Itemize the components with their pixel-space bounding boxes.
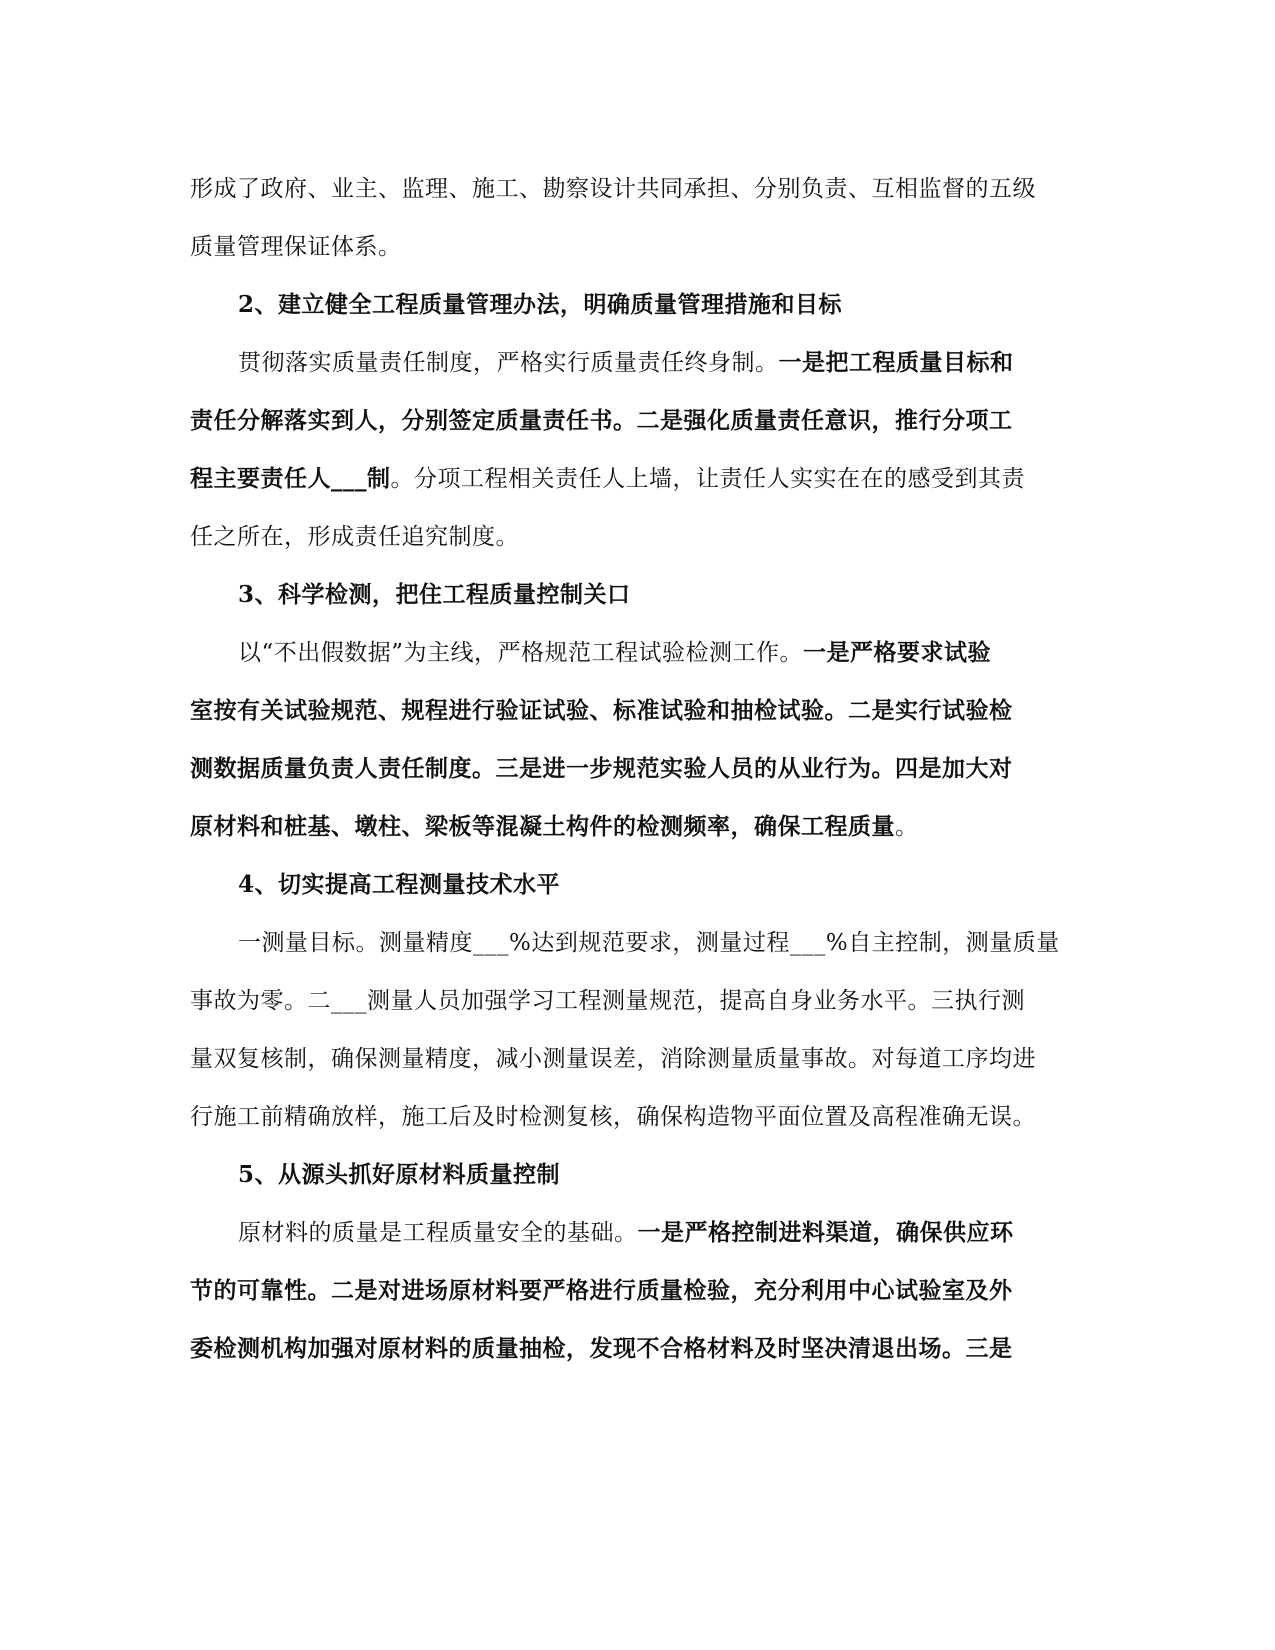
paragraph-line bbox=[190, 450, 1090, 508]
text-span: 。分项工程相关责任人上墙，让责任人实实在在的感受到其责 bbox=[390, 466, 1025, 492]
paragraph-line bbox=[190, 682, 1090, 740]
paragraph-line bbox=[190, 1088, 1090, 1146]
paragraph-line bbox=[190, 392, 1090, 450]
bold-text-span: 室按有关试验规范、规程进行验证试验、标准试验和抽检试验。二是实行试验检 bbox=[190, 697, 1013, 724]
paragraph-line bbox=[190, 798, 1090, 856]
text-span: 以“不出假数据”为主线，严格规范工程试验检测工作。 bbox=[238, 640, 804, 666]
text-span: 任之所在，形成责任追究制度。 bbox=[190, 524, 519, 550]
paragraph-line bbox=[190, 740, 1090, 798]
document-page bbox=[190, 160, 1090, 1378]
bold-text-span: 节的可靠性。二是对进场原材料要严格进行质量检验，充分利用中心试验室及外 bbox=[190, 1277, 1013, 1304]
text-span: 原材料的质量是工程质量安全的基础。 bbox=[238, 1220, 638, 1246]
text-span: 量双复核制，确保测量精度，减小测量误差，消除测量质量事故。对每道工序均进 bbox=[190, 1046, 1036, 1072]
paragraph-line bbox=[190, 218, 1090, 276]
section-heading-5: 5、从源头抓好原材料质量控制 bbox=[238, 1161, 561, 1188]
bold-text-span: 一是把工程质量目标和 bbox=[778, 349, 1014, 376]
section-heading-3: 3、科学检测，把住工程质量控制关口 bbox=[238, 581, 631, 608]
section-heading-4: 4、切实提高工程测量技术水平 bbox=[238, 871, 561, 898]
paragraph-line bbox=[190, 1030, 1090, 1088]
text-span: 贯彻落实质量责任制度，严格实行质量责任终身制。 bbox=[238, 350, 779, 376]
bold-text-span: 一是严格控制进料渠道，确保供应环 bbox=[637, 1219, 1014, 1246]
text-span: 。 bbox=[895, 814, 919, 840]
section-heading-2: 2、建立健全工程质量管理办法，明确质量管理措施和目标 bbox=[238, 291, 843, 318]
text-span: 一测量目标。测量精度___%达到规范要求，测量过程___%自主控制，测量质量 bbox=[238, 930, 1060, 956]
text-span: 形成了政府、业主、监理、施工、勘察设计共同承担、分别负责、互相监督的五级 bbox=[190, 176, 1036, 202]
paragraph-line bbox=[190, 1204, 1090, 1262]
paragraph-line bbox=[190, 508, 1090, 566]
paragraph-line bbox=[190, 624, 1090, 682]
paragraph-line bbox=[190, 1320, 1090, 1378]
bold-text-span: 责任分解落实到人，分别签定质量责任书。二是强化质量责任意识，推行分项工 bbox=[190, 407, 1013, 434]
text-span: 事故为零。二___测量人员加强学习工程测量规范，提高自身业务水平。三执行测 bbox=[190, 988, 1025, 1014]
text-span: 质量管理保证体系。 bbox=[190, 234, 402, 260]
paragraph-line bbox=[190, 334, 1090, 392]
paragraph-line bbox=[190, 972, 1090, 1030]
text-span: 行施工前精确放样，施工后及时检测复核，确保构造物平面位置及高程准确无误。 bbox=[190, 1104, 1036, 1130]
bold-text-span: 测数据质量负责人责任制度。三是进一步规范实验人员的从业行为。四是加大对 bbox=[190, 755, 1013, 782]
bold-text-span: 程主要责任人___制 bbox=[190, 465, 391, 492]
paragraph-line bbox=[190, 160, 1090, 218]
bold-text-span: 原材料和桩基、墩柱、梁板等混凝土构件的检测频率，确保工程质量 bbox=[190, 813, 895, 840]
bold-text-span: 一是严格要求试验 bbox=[803, 639, 992, 666]
paragraph-line bbox=[190, 1262, 1090, 1320]
paragraph-line bbox=[190, 914, 1090, 972]
bold-text-span: 委检测机构加强对原材料的质量抽检，发现不合格材料及时坚决清退出场。三是 bbox=[190, 1335, 1013, 1362]
